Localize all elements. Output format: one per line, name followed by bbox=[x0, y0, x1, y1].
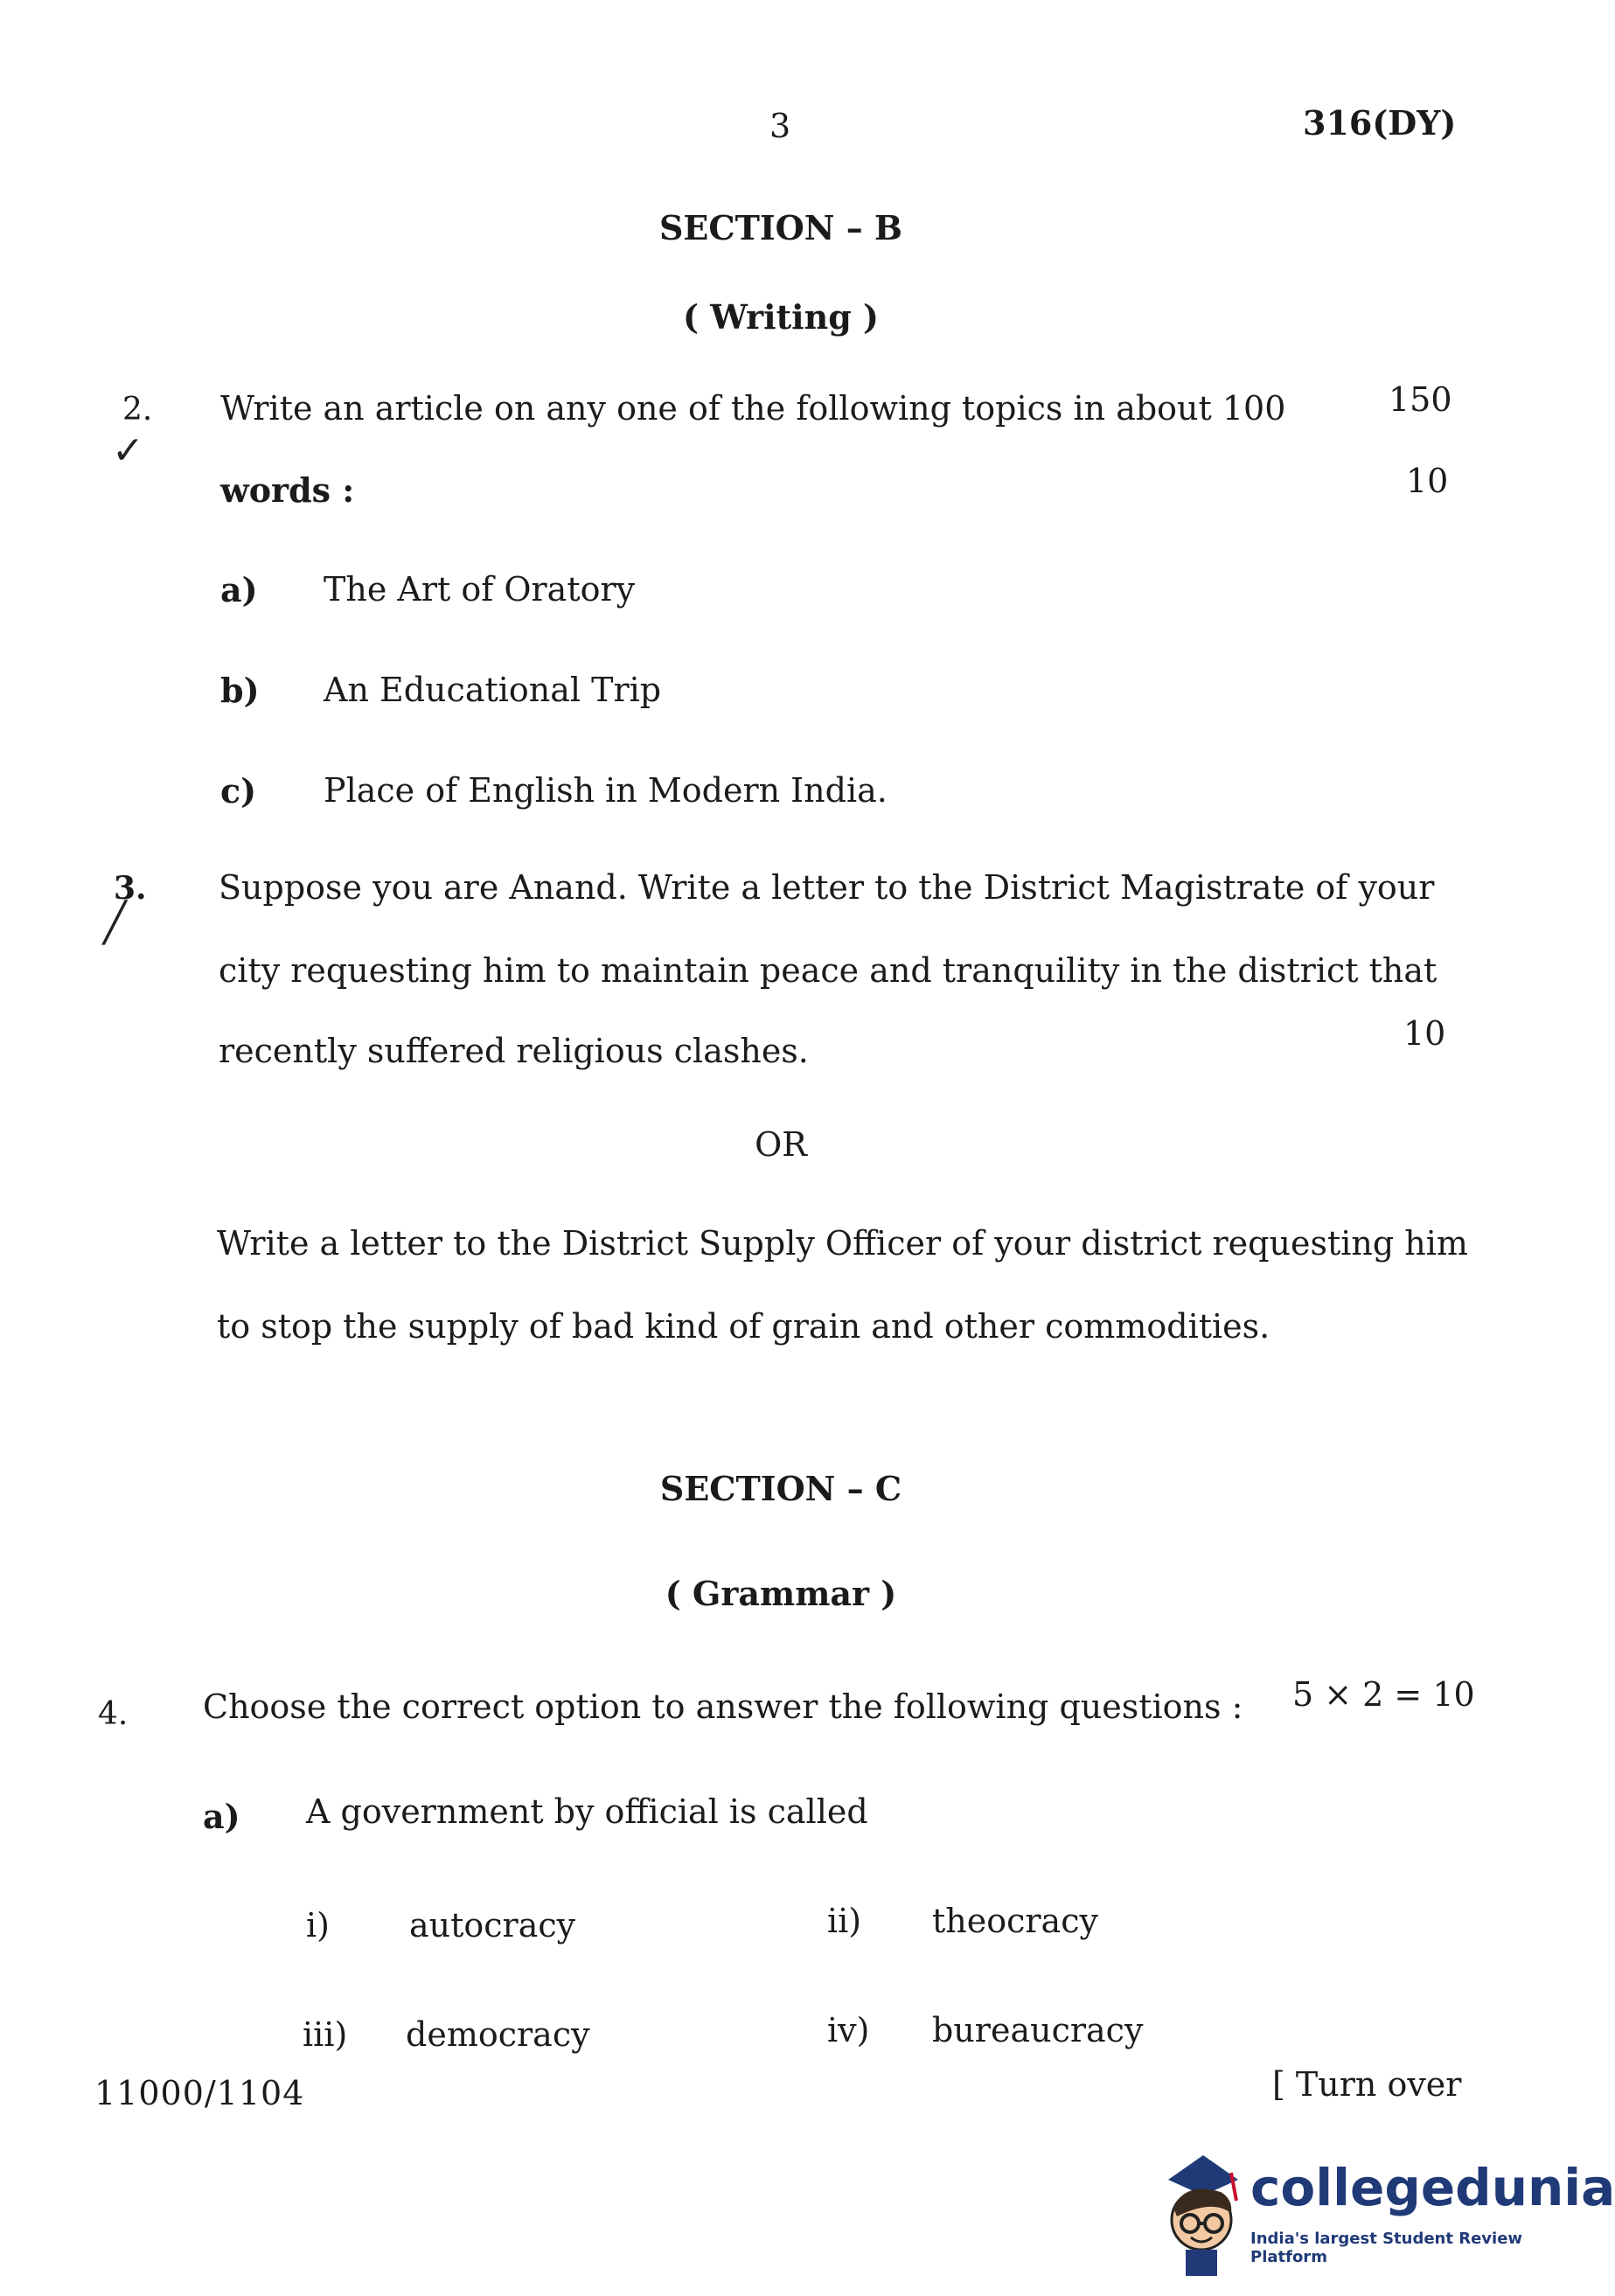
question-2-text: Write an article on any one of the following topics in about 100 bbox=[220, 389, 1286, 428]
question-3-line-3: recently suffered religious clashes. bbox=[219, 1032, 809, 1070]
q4-choice-iv-num: iv) bbox=[827, 2011, 870, 2049]
footer-code: 11000/1104 bbox=[94, 2074, 305, 2112]
question-3-line-1: Suppose you are Anand. Write a letter to the District Magistrate of your bbox=[219, 868, 1435, 907]
brand-name: collegedunia bbox=[1250, 2158, 1615, 2217]
q4-choice-iii-text: democracy bbox=[406, 2015, 590, 2054]
tick-mark-icon: ✓ bbox=[112, 428, 144, 473]
question-3-alt-line-2: to stop the supply of bad kind of grain and other commodities. bbox=[217, 1307, 1270, 1346]
q4-sub-a-letter: a) bbox=[203, 1797, 240, 1836]
question-4-number: 4. bbox=[98, 1696, 129, 1732]
question-2-text-cont: words : bbox=[220, 470, 355, 510]
q2-option-b-letter: b) bbox=[220, 671, 260, 710]
section-c-subtitle: ( Grammar ) bbox=[665, 1574, 897, 1613]
section-b-title: SECTION – B bbox=[658, 208, 903, 247]
question-3-alt-line-1: Write a letter to the District Supply Officer of your district requesting him bbox=[217, 1224, 1468, 1263]
q4-choice-ii-text: theocracy bbox=[932, 1902, 1098, 1940]
question-2-number: 2. bbox=[122, 392, 153, 428]
q2-option-a-text: The Art of Oratory bbox=[324, 570, 636, 609]
q2-option-c-letter: c) bbox=[220, 771, 257, 811]
question-2-marks: 10 bbox=[1406, 462, 1449, 500]
q4-choice-i-num: i) bbox=[306, 1906, 330, 1945]
mascot-icon bbox=[1151, 2146, 1247, 2278]
tick-mark-icon: ╱ bbox=[103, 901, 127, 945]
brand-tagline: India's largest Student Review Platform bbox=[1250, 2230, 1523, 2266]
q2-option-b-text: An Educational Trip bbox=[324, 671, 662, 709]
q4-choice-ii-num: ii) bbox=[827, 1902, 862, 1940]
turn-over-note: [ Turn over bbox=[1272, 2065, 1462, 2104]
page-number: 3 bbox=[769, 107, 791, 145]
section-c-title: SECTION – C bbox=[659, 1469, 902, 1508]
q4-sub-a-text: A government by official is called bbox=[306, 1792, 868, 1831]
q4-choice-iv-text: bureaucracy bbox=[932, 2011, 1144, 2049]
question-2-word-max: 150 bbox=[1389, 380, 1452, 419]
or-separator: OR bbox=[755, 1125, 807, 1164]
question-3-marks: 10 bbox=[1403, 1014, 1446, 1053]
q4-choice-i-text: autocracy bbox=[409, 1906, 576, 1945]
q2-option-c-text: Place of English in Modern India. bbox=[324, 771, 888, 810]
paper-code: 316(DY) bbox=[1303, 103, 1457, 143]
section-b-subtitle: ( Writing ) bbox=[682, 297, 880, 337]
q2-option-a-letter: a) bbox=[220, 570, 258, 609]
question-4-marks: 5 × 2 = 10 bbox=[1292, 1675, 1475, 1714]
q4-choice-iii-num: iii) bbox=[303, 2015, 348, 2054]
question-3-number: 3. bbox=[114, 870, 147, 907]
question-3-line-2: city requesting him to maintain peace and tranquility in the district that bbox=[219, 951, 1437, 990]
question-4-text: Choose the correct option to answer the following questions : bbox=[203, 1687, 1243, 1726]
